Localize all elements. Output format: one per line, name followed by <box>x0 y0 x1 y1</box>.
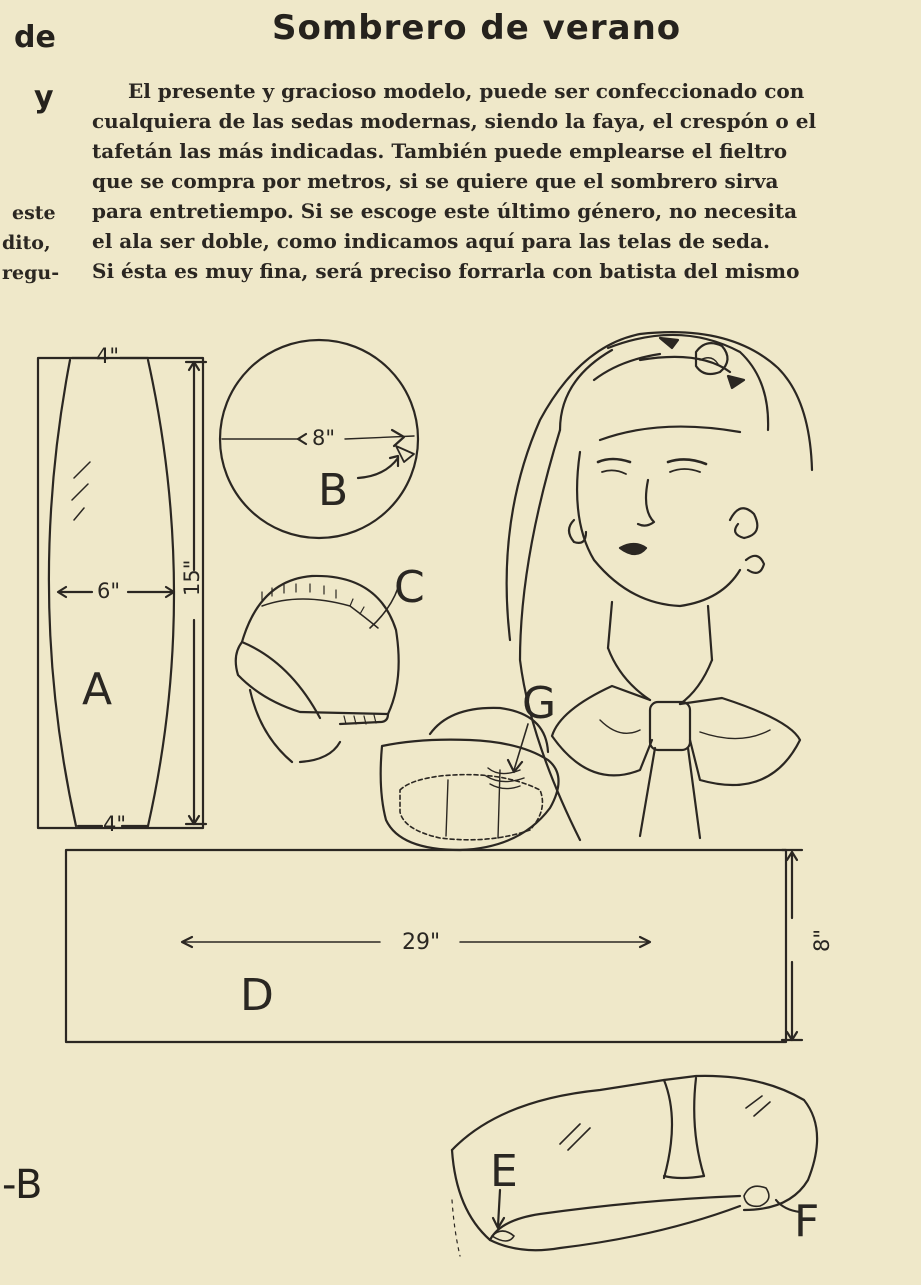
article-line: tafetán las más indicadas. También puede emplearse el fieltro <box>92 139 788 163</box>
piece-e-label: E <box>490 1146 518 1197</box>
article-line: para entretiempo. Si se escoge este último género, no necesita <box>92 199 798 223</box>
piece-a-top-width: 4" <box>96 344 120 368</box>
article-line: El presente y gracioso modelo, puede ser confeccionado con <box>128 79 805 103</box>
piece-a-mid-width: 6" <box>97 579 121 603</box>
article-line: Si ésta es muy fina, será preciso forrarla con batista del mismo <box>92 259 800 283</box>
piece-g <box>381 708 559 850</box>
piece-c-label: C <box>394 562 425 613</box>
piece-d-label: D <box>240 970 274 1021</box>
piece-c <box>236 576 399 762</box>
piece-g-label: G <box>522 678 557 729</box>
margin-fragment-de: de <box>14 20 56 55</box>
piece-d-height: 8" <box>810 928 834 952</box>
piece-f-label: F <box>794 1196 820 1247</box>
article-line: el ala ser doble, como indicamos aquí para las telas de seda. <box>92 229 770 253</box>
piece-a-bottom-width: 4" <box>103 812 127 836</box>
margin-text-line-1: este <box>12 202 56 224</box>
piece-b-diameter: 8" <box>312 426 336 450</box>
margin-fragment-b: -B <box>2 1162 43 1208</box>
page-title: Sombrero de verano <box>272 8 682 48</box>
margin-text-line-3: regu- <box>2 262 60 284</box>
margin-fragment-y: y <box>34 80 54 115</box>
piece-d-length: 29" <box>402 930 441 955</box>
margin-text-line-2: dito, <box>2 232 51 254</box>
article-line: que se compra por metros, si se quiere que el sombrero sirva <box>92 169 779 193</box>
article-line: cualquiera de las sedas modernas, siendo la faya, el crespón o el <box>92 109 817 133</box>
piece-a-height: 15" <box>180 559 204 596</box>
piece-a-label: A <box>82 664 113 715</box>
piece-b-label: B <box>318 465 349 516</box>
